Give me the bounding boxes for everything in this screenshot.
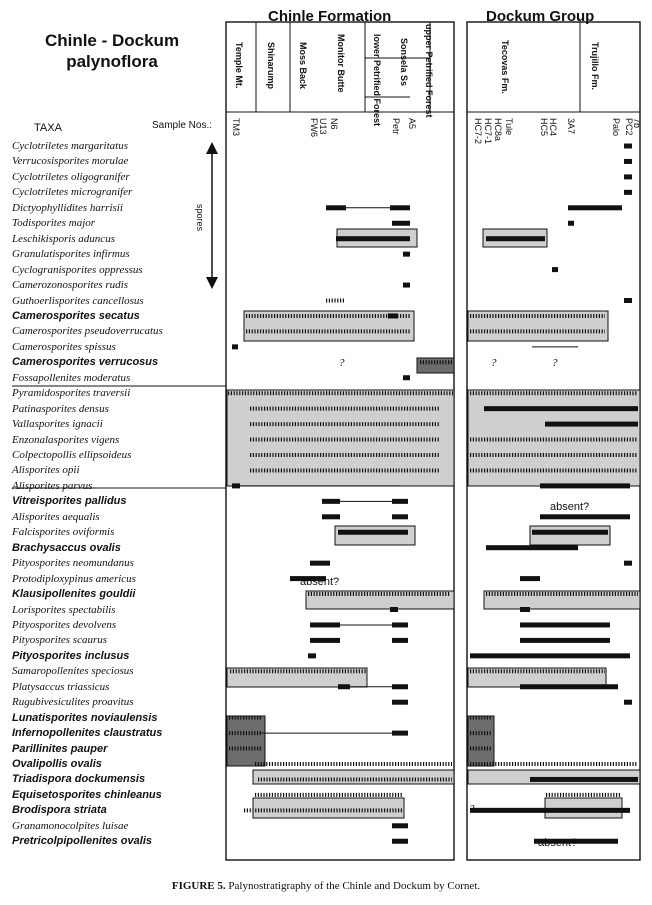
taxon-label: Pityosporites inclusus	[12, 649, 130, 662]
figure-title: Chinle - Dockum palynoflora	[44, 31, 180, 71]
sample-label: A5	[407, 118, 417, 130]
taxon-label: Ovalipollis ovalis	[12, 758, 102, 770]
sample-label: HC5	[539, 118, 549, 137]
taxon-label: Vallasporites ignacii	[12, 418, 103, 431]
unit-label: lower Petrified Forest	[372, 34, 382, 127]
range-bar	[308, 653, 316, 658]
range-bar	[545, 422, 638, 427]
unit-label: Sonsela Ss	[399, 38, 409, 87]
caption-text: Palynostratigraphy of the Chinle and Dockum by Cornet.	[228, 880, 481, 892]
shaded-zone	[530, 526, 610, 545]
taxon-label: Verrucosisporites morulae	[12, 155, 129, 168]
sample-label: Tule	[504, 118, 514, 136]
taxon-label: Leschikisporis aduncus	[12, 232, 115, 245]
unit-label: Monitor Butte	[336, 34, 346, 93]
range-bar	[624, 298, 632, 303]
sample-numbers-heading: Sample Nos.:	[152, 120, 213, 131]
range-bar	[392, 823, 408, 828]
absent-note: absent?	[538, 837, 578, 849]
range-bar	[470, 808, 630, 813]
range-bar	[338, 684, 350, 689]
range-bar	[568, 221, 574, 226]
shaded-zone	[417, 358, 454, 373]
range-bar	[624, 190, 632, 195]
unit-label: Moss Back	[298, 42, 308, 90]
range-bar	[390, 205, 410, 210]
taxon-label: Colpectopollis ellipsoideus	[12, 449, 132, 461]
sample-label: HC4	[548, 118, 558, 137]
taxon-label: Camerosporites spissus	[12, 340, 116, 353]
taxon-label: Pityosporites scaurus	[12, 634, 108, 647]
range-bar	[470, 653, 630, 658]
range-bar	[326, 205, 346, 210]
unit-label: upper Petrified Forest	[424, 24, 434, 118]
range-bar	[322, 514, 340, 519]
range-bar	[624, 700, 632, 705]
range-bar	[624, 561, 632, 566]
unit-label: Trujillo Fm.	[590, 42, 600, 91]
sample-label: HC7-1	[483, 118, 493, 145]
taxon-label: Camerosporites pseudoverrucatus	[12, 325, 163, 338]
taxon-label: Patinasporites densus	[12, 402, 109, 415]
range-bar	[486, 545, 578, 550]
sample-label: PC2	[624, 118, 634, 136]
taxon-label: Camerozonosporites rudis	[12, 279, 129, 292]
range-bar	[310, 561, 330, 566]
sample-label: Palo	[611, 118, 621, 137]
caption-label: FIGURE 5.	[171, 880, 226, 892]
taxon-label: Pretricolpipollenites ovalis	[12, 835, 152, 848]
range-bar	[232, 344, 238, 349]
taxon-label: Infernopollenites claustratus	[12, 727, 163, 740]
taxon-label: Equisetosporites chinleanus	[12, 788, 162, 801]
range-bar	[403, 252, 410, 257]
taxon-label: Guthoerlisporites cancellosus	[12, 294, 144, 307]
range-bar	[322, 499, 340, 504]
range-bar	[520, 638, 610, 643]
taxon-label: Samaropollenites speciosus	[12, 665, 134, 678]
range-bar	[540, 514, 630, 519]
sample-label: TM3	[231, 118, 241, 136]
taxon-label: Parillinites pauper	[12, 742, 108, 755]
absent-note: absent?	[550, 501, 590, 513]
taxon-label: Alisporites aequalis	[12, 510, 100, 523]
taxon-label: Pityosporites neomundanus	[12, 557, 134, 570]
range-bar	[388, 313, 398, 318]
taxon-label: Granamonocolpites luisae	[12, 819, 129, 832]
taxon-label: Camerosporites verrucosus	[12, 356, 159, 369]
range-bar	[568, 205, 622, 210]
range-bar	[392, 731, 408, 736]
shaded-zone	[335, 526, 415, 545]
taxon-label: Cyclotriletes margaritatus	[12, 140, 129, 152]
question-mark: ?	[339, 357, 345, 369]
taxon-label: Camerosporites secatus	[12, 309, 140, 322]
range-bar	[392, 622, 408, 627]
taxon-label: Platysaccus triassicus	[12, 680, 110, 693]
range-bar	[310, 638, 340, 643]
taxon-label: Klausipollenites gouldii	[12, 588, 136, 601]
range-bar	[338, 530, 408, 535]
range-bar	[540, 483, 630, 488]
question-mark: ?	[491, 357, 497, 369]
figure-caption	[0, 880, 652, 892]
range-bar	[484, 406, 638, 411]
taxon-label: Enzonalasporites vigens	[12, 433, 120, 446]
sample-label: FW6	[309, 118, 319, 137]
sample-label: HC8a	[493, 118, 503, 142]
taxon-label: Falcisporites oviformis	[12, 526, 115, 539]
range-bar	[232, 483, 240, 488]
range-bar	[392, 684, 408, 689]
taxon-label: Brodispora striata	[12, 804, 107, 817]
range-bar	[624, 174, 632, 179]
taxon-label: Cyclotriletes microgranifer	[12, 186, 133, 199]
taxon-label: Cyclotriletes oligogranifer	[12, 170, 130, 183]
range-bar	[624, 144, 632, 149]
unit-label: Shinarump	[266, 42, 276, 90]
range-bar	[392, 514, 408, 519]
range-bar	[486, 236, 545, 241]
taxon-label: Brachysaccus ovalis	[12, 541, 121, 554]
range-bar	[520, 684, 618, 689]
shaded-zone	[468, 716, 494, 766]
range-bar	[403, 283, 410, 288]
unit-label: Temple Mt.	[234, 42, 244, 89]
sample-label: U13	[318, 118, 328, 135]
taxon-label: Alisporites parvus	[12, 479, 93, 492]
taxon-label: Triadispora dockumensis	[12, 773, 146, 786]
range-bar	[403, 375, 410, 380]
sample-label: Petr	[391, 118, 401, 135]
spores-label: spores	[195, 204, 205, 232]
absent-note: absent?	[300, 576, 340, 588]
taxon-label: Pyramidosporites traversii	[12, 387, 131, 400]
range-bar	[532, 530, 608, 535]
shaded-zone	[253, 770, 454, 784]
range-bar	[392, 839, 408, 844]
taxon-label: Dictyophyllidites harrisii	[12, 201, 123, 214]
sample-label: 7b	[632, 118, 642, 129]
question-mark: ?	[552, 357, 558, 369]
taxon-label: Pityosporites devolvens	[12, 618, 117, 631]
range-bar	[392, 221, 410, 226]
spores-arrow-head	[206, 142, 218, 154]
sample-label: N6	[329, 118, 339, 130]
range-bar	[310, 622, 340, 627]
taxon-label: Protodiploxypinus americus	[12, 572, 136, 585]
taxon-label: Rugubivesiculites proavitus	[12, 696, 134, 709]
range-bar	[520, 622, 610, 627]
unit-label: Tecovas Fm.	[500, 40, 510, 94]
taxon-label: Alisporites opii	[12, 464, 80, 477]
taxon-label: Granulatisporites infirmus	[12, 248, 130, 261]
taxa-heading: TAXA	[34, 122, 62, 134]
question-mark: ?	[469, 803, 475, 815]
group-heading-dockum: Dockum Group	[486, 8, 595, 25]
taxon-label: Cyclogranisporites oppressus	[12, 263, 143, 276]
shaded-zone	[227, 716, 265, 766]
range-bar	[520, 576, 540, 581]
taxon-label: Fossapollenites moderatus	[12, 371, 131, 384]
range-bar	[392, 700, 408, 705]
group-heading-chinle: Chinle Formation	[268, 8, 392, 25]
sample-label: HC7-2	[473, 118, 483, 145]
taxon-label: Lunatisporites noviaulensis	[12, 711, 158, 724]
range-bar	[530, 777, 638, 782]
range-bar	[552, 267, 558, 272]
taxon-label: Vitreisporites pallidus	[12, 495, 127, 508]
range-bar	[336, 236, 410, 241]
range-bar	[390, 607, 398, 612]
range-bar	[520, 607, 530, 612]
sample-label: 3A7	[566, 118, 576, 135]
taxon-label: Lorisporites spectabilis	[12, 603, 116, 616]
spores-arrow-head	[206, 277, 218, 289]
range-bar	[392, 499, 408, 504]
shaded-zone	[253, 798, 404, 818]
taxon-label: Todisporites major	[12, 217, 96, 230]
range-bar	[392, 638, 408, 643]
range-bar	[624, 159, 632, 164]
